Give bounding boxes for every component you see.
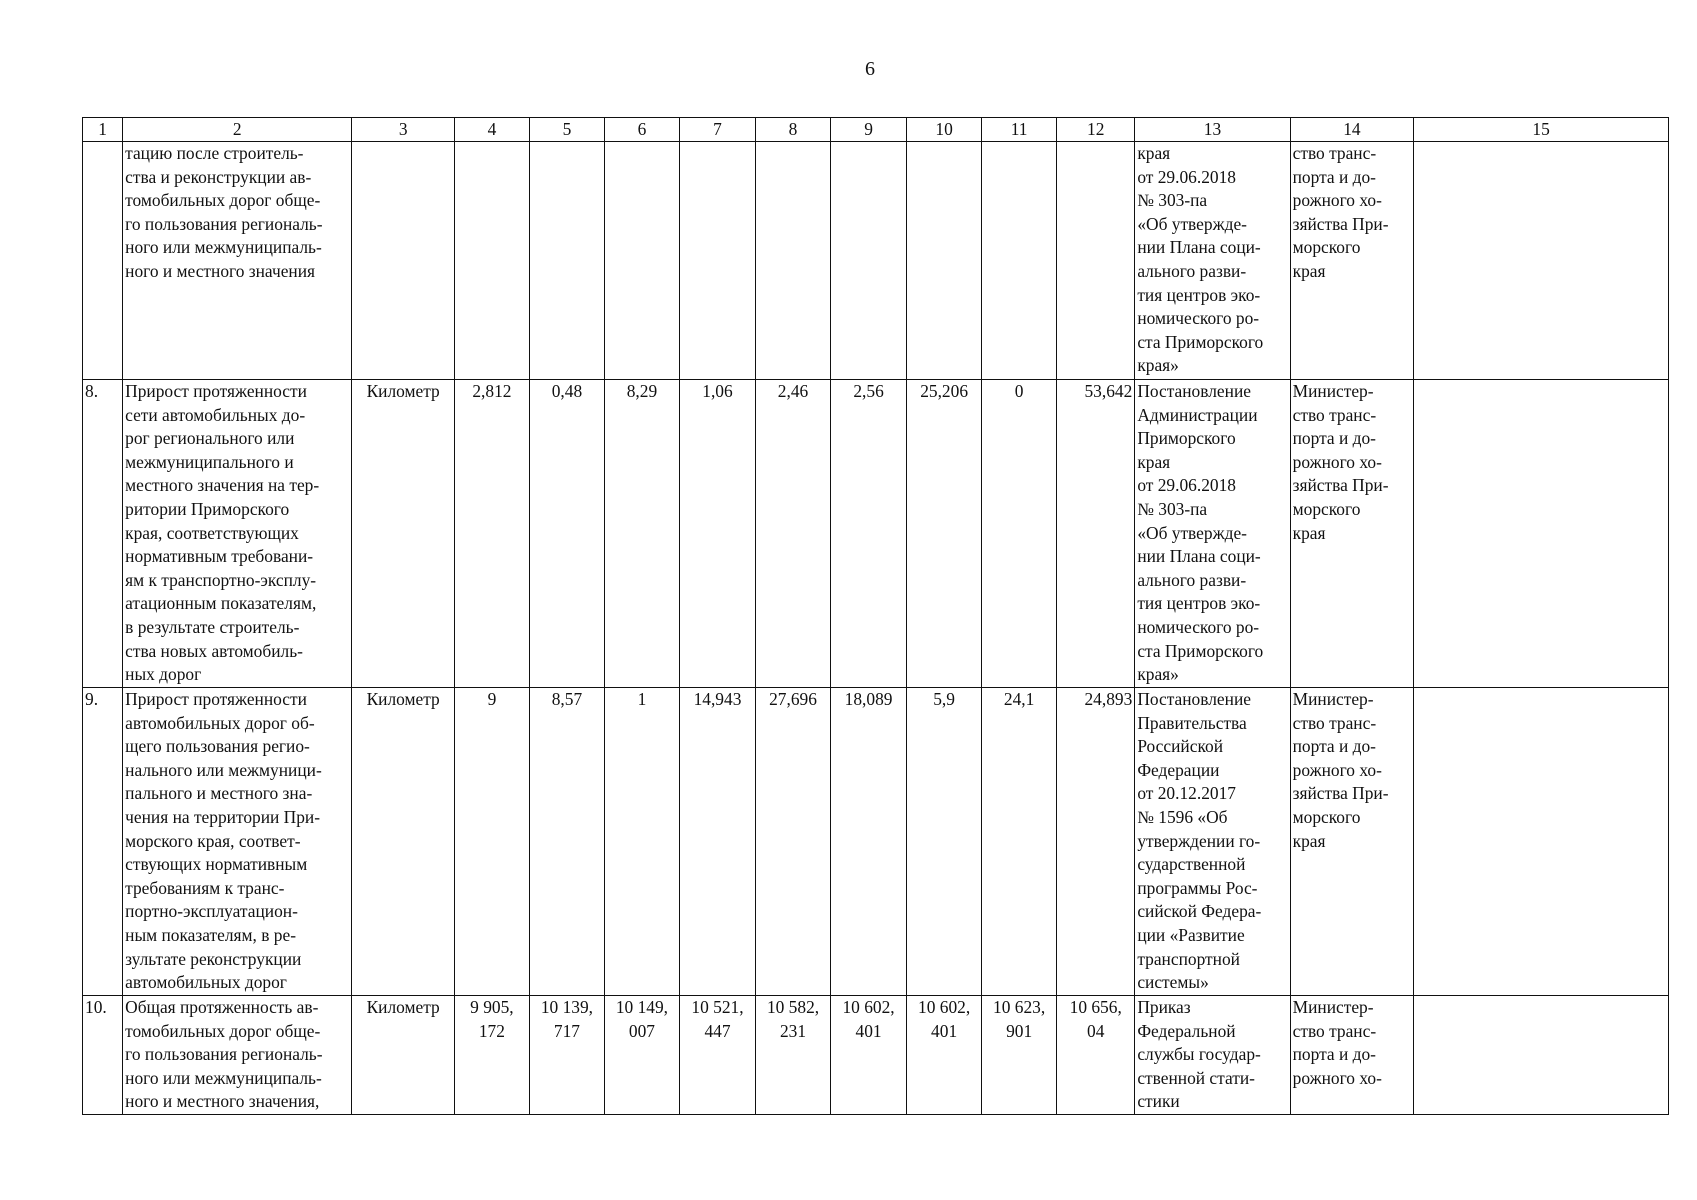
value-cell: 1	[604, 688, 679, 996]
column-header: 13	[1135, 118, 1290, 142]
value-cell: 2,812	[454, 380, 529, 688]
source-document: Приказ Федеральной службы государ- ственной стати- стики	[1135, 996, 1290, 1115]
row-number	[83, 142, 123, 380]
value-cell: 10 602, 401	[831, 996, 907, 1115]
value-cell: 10 149, 007	[604, 996, 679, 1115]
column-header: 6	[604, 118, 679, 142]
value-cell: 8,57	[529, 688, 604, 996]
unit: Километр	[352, 996, 454, 1115]
responsible-executor: Министер- ство транс- порта и до- рожного хо- зяйства При- морского края	[1290, 688, 1414, 996]
value-cell: 2,46	[756, 380, 831, 688]
value-cell: 1,06	[679, 380, 755, 688]
value-cell: 9	[454, 688, 529, 996]
value-cell: 10 139, 717	[529, 996, 604, 1115]
note	[1414, 996, 1669, 1115]
indicator-name: Общая протяженность ав- томобильных дорог обще- го пользования региональ- ного или межмуниципаль- ного и местного значения,	[123, 996, 352, 1115]
row-number: 10.	[83, 996, 123, 1115]
responsible-executor: ство транс- порта и до- рожного хо- зяйства При- морского края	[1290, 142, 1414, 380]
value-cell	[604, 142, 679, 380]
column-header: 7	[679, 118, 755, 142]
responsible-executor: Министер- ство транс- порта и до- рожного хо-	[1290, 996, 1414, 1115]
value-cell: 53,642	[1057, 380, 1135, 688]
value-cell: 24,1	[982, 688, 1057, 996]
value-cell: 9 905, 172	[454, 996, 529, 1115]
column-header: 1	[83, 118, 123, 142]
value-cell: 25,206	[907, 380, 982, 688]
column-header: 12	[1057, 118, 1135, 142]
column-header: 3	[352, 118, 454, 142]
value-cell: 10 602, 401	[907, 996, 982, 1115]
column-header: 10	[907, 118, 982, 142]
value-cell	[679, 142, 755, 380]
column-header: 5	[529, 118, 604, 142]
value-cell: 5,9	[907, 688, 982, 996]
value-cell: 2,56	[831, 380, 907, 688]
table-row	[83, 380, 1669, 688]
column-header: 9	[831, 118, 907, 142]
source-document: края от 29.06.2018 № 303-па «Об утвержде- нии Плана соци- ального разви- тия центров эко- номического ро- ста Приморского края»	[1135, 142, 1290, 380]
column-header: 2	[123, 118, 352, 142]
value-cell: 8,29	[604, 380, 679, 688]
value-cell: 10 521, 447	[679, 996, 755, 1115]
column-header: 8	[756, 118, 831, 142]
table-row	[83, 688, 1669, 996]
unit	[352, 142, 454, 380]
value-cell: 0,48	[529, 380, 604, 688]
responsible-executor: Министер- ство транс- порта и до- рожного хо- зяйства При- морского края	[1290, 380, 1414, 688]
column-header: 15	[1414, 118, 1669, 142]
table-row	[83, 142, 1669, 380]
column-number-row	[83, 118, 1669, 142]
row-number: 8.	[83, 380, 123, 688]
value-cell	[1057, 142, 1135, 380]
value-cell	[756, 142, 831, 380]
value-cell	[907, 142, 982, 380]
column-header: 4	[454, 118, 529, 142]
note	[1414, 380, 1669, 688]
unit: Километр	[352, 688, 454, 996]
value-cell	[982, 142, 1057, 380]
value-cell: 10 623, 901	[982, 996, 1057, 1115]
value-cell: 18,089	[831, 688, 907, 996]
value-cell: 27,696	[756, 688, 831, 996]
column-header: 14	[1290, 118, 1414, 142]
note	[1414, 142, 1669, 380]
value-cell	[831, 142, 907, 380]
table-row	[83, 996, 1669, 1115]
indicator-name: Прирост протяженности сети автомобильных до- рог регионального или межмуниципального и местного значения на тер- ритории Приморского края, соответствующих нормативным требовани- ям к транспортно-эксплу- атационным показателям, в результате строитель- ства новых автомобиль- ных дорог	[123, 380, 352, 688]
page-number: 6	[865, 58, 875, 80]
value-cell: 14,943	[679, 688, 755, 996]
column-header: 11	[982, 118, 1057, 142]
value-cell	[454, 142, 529, 380]
indicator-name: Прирост протяженности автомобильных дорог об- щего пользования регио- нального или межмуници- пального и местного зна- чения на территории При- морского края, соответ- ствующих нормативным требованиям к транс- портно-эксплуатацион- ным показателям, в ре- зультате реконструкции автомобильных дорог	[123, 688, 352, 996]
value-cell	[529, 142, 604, 380]
value-cell: 10 656, 04	[1057, 996, 1135, 1115]
value-cell: 24,893	[1057, 688, 1135, 996]
indicator-name: тацию после строитель- ства и реконструкции ав- томобильных дорог обще- го пользования региональ- ного или межмуниципаль- ного и местного значения	[123, 142, 352, 380]
unit: Километр	[352, 380, 454, 688]
value-cell: 10 582, 231	[756, 996, 831, 1115]
indicators-table	[82, 117, 1669, 1115]
row-number: 9.	[83, 688, 123, 996]
source-document: Постановление Правительства Российской Федерации от 20.12.2017 № 1596 «Об утверждении го- сударственной программы Рос- сийской Федера- ции «Развитие транспортной системы»	[1135, 688, 1290, 996]
source-document: Постановление Администрации Приморского края от 29.06.2018 № 303-па «Об утвержде- нии Плана соци- ального разви- тия центров эко- номического ро- ста Приморского края»	[1135, 380, 1290, 688]
note	[1414, 688, 1669, 996]
value-cell: 0	[982, 380, 1057, 688]
